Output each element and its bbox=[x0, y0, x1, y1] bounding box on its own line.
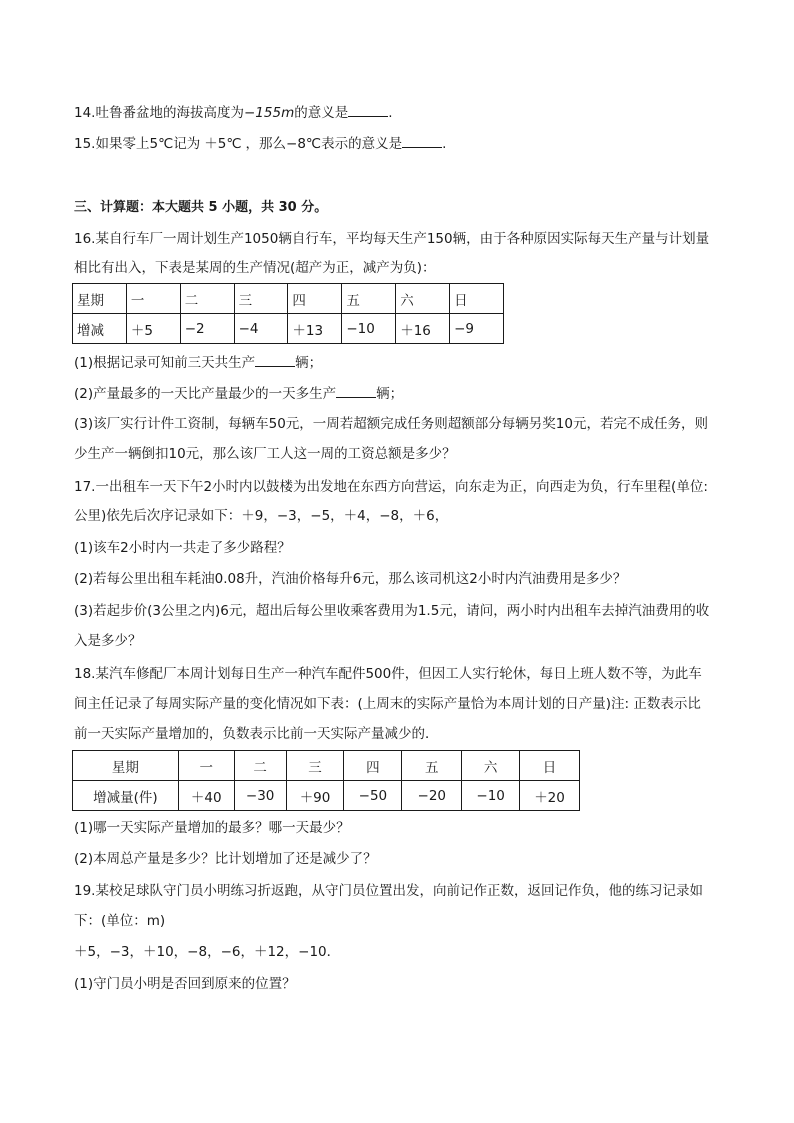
q16-part3-line2: 少生产一辆倒扣10元，那么该厂工人这一周的工资总额是多少？ bbox=[74, 446, 456, 462]
q16-part3-line1: (3)该厂实行计件工资制，每辆车50元，一周若超额完成任务则超额部分每辆另奖10元，若完不成任务，则 bbox=[74, 416, 708, 432]
q16-part2 bbox=[74, 383, 734, 404]
question-15 bbox=[74, 133, 734, 154]
q16-table bbox=[72, 283, 504, 344]
q18-table bbox=[72, 750, 580, 811]
answer-blank[interactable] bbox=[348, 102, 388, 117]
question-14 bbox=[74, 102, 734, 123]
table-cell: 三 bbox=[286, 751, 344, 781]
table-cell: −4 bbox=[234, 314, 288, 344]
q14-end: . bbox=[388, 105, 393, 121]
q16-p2-text: (2)产量最多的一天比产量最少的一天多生产 bbox=[74, 386, 337, 402]
q15-end: . bbox=[442, 136, 447, 152]
q15-text-4: 表示的意义是 bbox=[321, 136, 403, 152]
q17-line2: 公里)依先后次序记录如下：＋9，−3，−5，＋4，−8，＋6， bbox=[74, 508, 449, 524]
table-cell: ＋5 bbox=[126, 314, 180, 344]
q17-part1: (1)该车2小时内一共走了多少路程？ bbox=[74, 540, 291, 556]
q15-a: 5℃ bbox=[149, 136, 174, 152]
table-cell: ＋90 bbox=[286, 781, 344, 811]
q15-b: ＋5℃ bbox=[204, 136, 242, 152]
q14-text-2: 的意义是 bbox=[294, 105, 349, 121]
q16-line1: 16.某自行车厂一周计划生产1050辆自行车，平均每天生产150辆，由于各种原因实际每天生产量与计划量 bbox=[74, 231, 710, 247]
q16-p1-end: 辆； bbox=[295, 355, 323, 371]
q15-text: 15.如果零上 bbox=[74, 136, 150, 152]
q16-line2: 相比有出入，下表是某周的生产情况(超产为正，减产为负)： bbox=[74, 260, 436, 276]
q19-line3: ＋5，−3，＋10，−8，−6，＋12，−10． bbox=[74, 944, 341, 960]
table-cell: 增减量(件) bbox=[73, 781, 179, 811]
table-cell: 六 bbox=[462, 751, 520, 781]
answer-blank[interactable] bbox=[255, 352, 295, 367]
answer-blank[interactable] bbox=[336, 383, 376, 398]
table-cell: 一 bbox=[178, 751, 234, 781]
table-cell: −30 bbox=[234, 781, 286, 811]
table-cell: 二 bbox=[180, 284, 234, 314]
table-cell: 四 bbox=[344, 751, 402, 781]
q19-line1: 19.某校足球队守门员小明练习折返跑，从守门员位置出发，向前记作正数，返回记作负，他的练习记录如 bbox=[74, 883, 703, 899]
table-row bbox=[73, 314, 504, 344]
q17-part3-line1: (3)若起步价(3公里之内)6元，超出后每公里收乘客费用为1.5元，请问，两小时内出租车去掉汽油费用的收 bbox=[74, 603, 710, 619]
table-cell: 五 bbox=[402, 751, 462, 781]
table-cell: ＋16 bbox=[396, 314, 450, 344]
q16-p1-text: (1)根据记录可知前三天共生产 bbox=[74, 355, 256, 371]
table-cell: −20 bbox=[402, 781, 462, 811]
answer-blank[interactable] bbox=[402, 133, 442, 148]
q17-line1: 17.一出租车一天下午2小时内以鼓楼为出发地在东西方向营运，向东走为正，向西走为负，行车里程(单位: bbox=[74, 479, 708, 495]
q18-line3: 前一天实际产量增加的，负数表示比前一天实际产量减少的． bbox=[74, 726, 439, 742]
section-title: 三、计算题：本大题共 5 小题，共 30 分。 bbox=[74, 200, 328, 215]
table-cell: ＋20 bbox=[520, 781, 580, 811]
q14-math: −155m bbox=[243, 105, 295, 121]
table-row bbox=[73, 781, 580, 811]
q17-part2: (2)若每公里出租车耗油0.08升，汽油价格每升6元，那么该司机这2小时内汽油费用是多少？ bbox=[74, 571, 627, 587]
q16-part1 bbox=[74, 352, 734, 373]
table-cell: −10 bbox=[342, 314, 396, 344]
q18-part2: (2)本周总产量是多少？比计划增加了还是减少了？ bbox=[74, 851, 377, 867]
table-cell: 四 bbox=[288, 284, 342, 314]
table-row bbox=[73, 284, 504, 314]
q14-text: 14.吐鲁番盆地的海拔高度为 bbox=[74, 105, 244, 121]
q16-p2-end: 辆； bbox=[376, 386, 404, 402]
table-cell: ＋40 bbox=[178, 781, 234, 811]
q19-part1: (1)守门员小明是否回到原来的位置？ bbox=[74, 976, 296, 992]
table-cell: 六 bbox=[396, 284, 450, 314]
q18-part1: (1)哪一天实际产量增加的最多？哪一天最少？ bbox=[74, 820, 350, 836]
q18-line1: 18.某汽车修配厂本周计划每日生产一种汽车配件500件，但因工人实行轮休，每日上班人数不等，为此车 bbox=[74, 666, 702, 682]
table-cell: −50 bbox=[344, 781, 402, 811]
table-cell: 星期 bbox=[73, 284, 127, 314]
q15-c: −8℃ bbox=[286, 136, 322, 152]
table-cell: −10 bbox=[462, 781, 520, 811]
table-cell: 二 bbox=[234, 751, 286, 781]
table-cell: ＋13 bbox=[288, 314, 342, 344]
table-cell: 三 bbox=[234, 284, 288, 314]
q15-text-3: ，那么 bbox=[245, 136, 287, 152]
table-cell: 星期 bbox=[73, 751, 179, 781]
table-cell: 日 bbox=[520, 751, 580, 781]
table-cell: −9 bbox=[450, 314, 504, 344]
q15-text-2: 记为 bbox=[173, 136, 201, 152]
table-cell: −2 bbox=[180, 314, 234, 344]
table-cell: 一 bbox=[126, 284, 180, 314]
table-row bbox=[73, 751, 580, 781]
q19-line2: 下：(单位：m) bbox=[74, 913, 166, 929]
table-cell: 日 bbox=[450, 284, 504, 314]
table-cell: 五 bbox=[342, 284, 396, 314]
q17-part3-line2: 入是多少？ bbox=[74, 633, 142, 649]
q18-line2: 间主任记录了每周实际产量的变化情况如下表：(上周末的实际产量恰为本周计划的日产量)注: 正数表示比 bbox=[74, 696, 701, 712]
table-cell: 增减 bbox=[73, 314, 127, 344]
